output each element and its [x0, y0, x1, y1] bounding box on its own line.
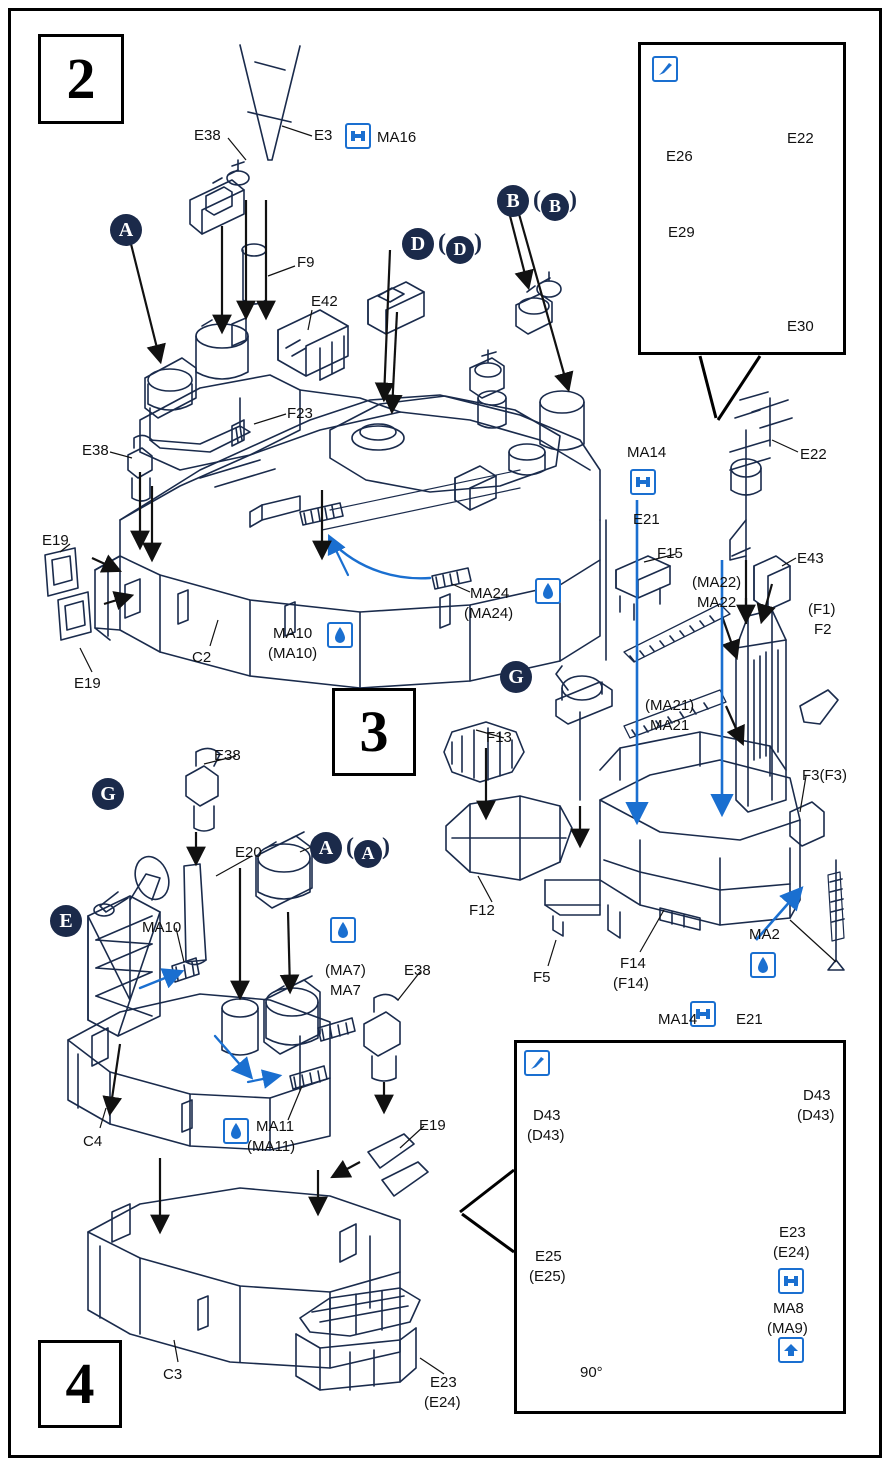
label-c2: C2 [192, 649, 212, 666]
label-ma22-paren: (MA22) [692, 574, 742, 591]
clamp-icon-ma8 [778, 1268, 804, 1294]
label-ma10-b: MA10 [142, 919, 182, 936]
label-ma14-bottom: MA14 [658, 1011, 698, 1028]
label-e23-inset: E23 [779, 1224, 806, 1241]
label-d43-left: D43 [533, 1107, 561, 1124]
marker-g-2: G [92, 778, 124, 810]
label-90-degrees: 90° [580, 1364, 603, 1381]
label-ma16: MA16 [377, 129, 417, 146]
label-f5: F5 [533, 969, 551, 986]
label-e22-main: E22 [800, 446, 827, 463]
knife-icon-inset-bottom [524, 1050, 550, 1076]
label-d43-right: D43 [803, 1087, 831, 1104]
label-e30: E30 [787, 318, 814, 335]
label-ma11-paren: (MA11) [247, 1138, 296, 1155]
marker-d-2-paren: ( D ) [438, 230, 482, 259]
label-ma7-paren: (MA7) [325, 962, 366, 979]
label-ma2: MA2 [749, 926, 780, 943]
label-ma7: MA7 [330, 982, 361, 999]
glue-drop-icon-ma2 [750, 952, 776, 978]
label-e3: E3 [314, 127, 333, 144]
label-d43-left-paren: (D43) [527, 1127, 565, 1144]
glue-drop-icon-ma24 [535, 578, 561, 604]
label-e38-2: E38 [82, 442, 109, 459]
label-e25-paren: (E25) [529, 1268, 566, 1285]
glue-drop-icon-ma11 [223, 1118, 249, 1144]
label-c4: C4 [83, 1133, 103, 1150]
label-ma24: MA24 [470, 585, 510, 602]
marker-e-1: E [50, 905, 82, 937]
step-number-2: 2 [38, 34, 124, 124]
label-ma10: MA10 [273, 625, 313, 642]
rotate-up-icon [778, 1337, 804, 1363]
label-e38-3: E38 [214, 747, 241, 764]
label-f13: F13 [486, 729, 512, 746]
step-number-4: 4 [38, 1340, 122, 1428]
label-ma9: (MA9) [767, 1320, 808, 1337]
marker-b-1: B [497, 185, 529, 217]
label-e23-main: E23 [430, 1374, 457, 1391]
label-e21-top: E21 [633, 511, 660, 528]
label-d43-right-paren: (D43) [797, 1107, 835, 1124]
label-e21-bottom: E21 [736, 1011, 763, 1028]
label-ma10-paren: (MA10) [268, 645, 318, 662]
label-e24-main: (E24) [424, 1394, 461, 1411]
marker-g-1: G [500, 661, 532, 693]
inset-panel-top [638, 42, 846, 355]
label-e25: E25 [535, 1248, 562, 1265]
label-ma11: MA11 [256, 1118, 295, 1135]
clamp-icon-ma14-top [630, 469, 656, 495]
label-ma22: MA22 [697, 594, 737, 611]
label-f23: F23 [287, 405, 313, 422]
step-number-3: 3 [332, 688, 416, 776]
label-f2: F2 [814, 621, 832, 638]
label-c3: C3 [163, 1366, 183, 1383]
label-e19-1: E19 [42, 532, 69, 549]
label-f14-paren: (F14) [613, 975, 649, 992]
label-e19-2: E19 [74, 675, 101, 692]
glue-drop-icon-ma7 [330, 917, 356, 943]
label-f1: (F1) [808, 601, 836, 618]
label-e38-4: E38 [404, 962, 431, 979]
marker-b-2: B [541, 193, 569, 221]
label-f12: F12 [469, 902, 495, 919]
label-f15: F15 [657, 545, 683, 562]
marker-a-1: A [110, 214, 142, 246]
label-e43: E43 [797, 550, 824, 567]
label-e38-1: E38 [194, 127, 221, 144]
label-f9: F9 [297, 254, 315, 271]
marker-d-1: D [402, 228, 434, 260]
label-f14: F14 [620, 955, 646, 972]
marker-d-2: D [446, 236, 474, 264]
label-e22-inset: E22 [787, 130, 814, 147]
label-e42: E42 [311, 293, 338, 310]
label-e20: E20 [235, 844, 262, 861]
label-e29: E29 [668, 224, 695, 241]
marker-b-2-paren: ( B ) [533, 187, 577, 216]
clamp-icon-ma16 [345, 123, 371, 149]
label-e24-inset: (E24) [773, 1244, 810, 1261]
label-ma21: MA21 [650, 717, 690, 734]
marker-a-3: A [354, 840, 382, 868]
marker-a-2: A [310, 832, 342, 864]
marker-a-3-paren: ( A ) [346, 834, 390, 863]
label-e26: E26 [666, 148, 693, 165]
knife-icon-inset-top [652, 56, 678, 82]
label-ma8: MA8 [773, 1300, 804, 1317]
label-ma14-top: MA14 [627, 444, 667, 461]
label-e19-3: E19 [419, 1117, 446, 1134]
label-f3: F3(F3) [802, 767, 847, 784]
glue-drop-icon-ma10 [327, 622, 353, 648]
label-ma24-paren: (MA24) [464, 605, 514, 622]
label-ma21-paren: (MA21) [645, 697, 695, 714]
